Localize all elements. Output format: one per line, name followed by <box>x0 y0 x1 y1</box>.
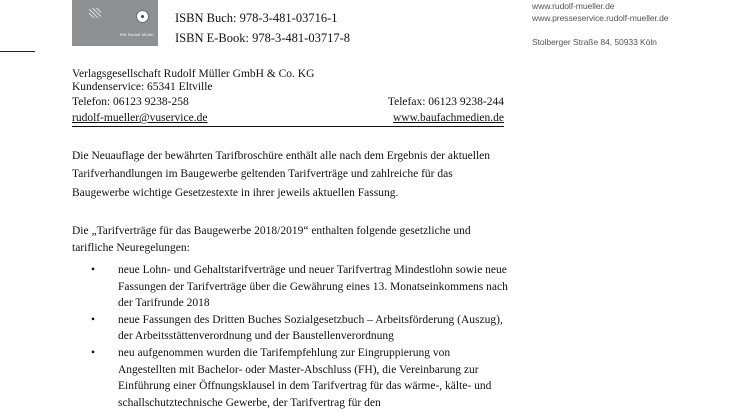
changes-list <box>89 262 509 411</box>
isbn-book: ISBN Buch: 978-3-481-03716-1 <box>175 11 338 25</box>
contact-email-link[interactable]: rudolf-mueller@vuservice.de <box>72 112 208 124</box>
intro-paragraph: Die Neuauflage der bewährten Tarifbroschüre enthält alle nach dem Ergebnis der aktuellen Tarifverhandlungen im Baugewerbe geltenden Tarifverträge und zahlreiche für das Baugewerbe wichtige Gesetzestexte in ihrer jeweils aktuellen Fassung. <box>72 150 491 199</box>
list-item: • neue Lohn- und Gehaltstarifverträge und neuer Tarifvertrag Mindestlohn sowie neue Fassungen der Tarifverträge über die Gewährung eines 13. Monatseinkommens nach der Tarifrunde 2018 <box>89 262 509 312</box>
book-cover-image <box>72 0 158 46</box>
list-item: • neu aufgenommen wurden die Tarifempfehlung zur Eingruppierung von Angestellten mit Bachelor- oder Master-Abschluss (FH), die Vereinbarung zur Einführung einer Öffnungsklausel in dem Tarifvertrag für das wärme-, kälte- und schallschutztechnische Gewerbe, der Tarifvertrag für den <box>89 345 509 411</box>
publisher-url: www.rudolf-mueller.de <box>532 1 615 11</box>
isbn-ebook: ISBN E-Book: 978-3-481-03717-8 <box>175 31 350 45</box>
cover-emblem-right <box>136 10 149 23</box>
contact-company: Verlagsgesellschaft Rudolf Müller GmbH & Co. KG <box>72 68 315 80</box>
margin-rule <box>0 51 35 52</box>
cover-emblem-left <box>89 8 101 18</box>
cover-publisher-mark: RM Rudolf Müller <box>119 32 154 37</box>
contact-phone: Telefon: 06123 9238-258 <box>72 96 189 108</box>
contact-service: Kundenservice: 65341 Eltville <box>72 81 213 93</box>
contact-website-link[interactable]: www.baufachmedien.de <box>392 112 504 124</box>
contact-divider <box>72 126 504 127</box>
contact-fax: Telefax: 06123 9238-244 <box>387 96 504 108</box>
publisher-address: Stolberger Straße 84, 50933 Köln <box>532 37 657 47</box>
presseservice-url: www.presseservice.rudolf-mueller.de <box>532 13 669 23</box>
lead-paragraph: Die „Tarifverträge für das Baugewerbe 2018/2019“ enthalten folgende gesetzliche und tarifliche Neuregelungen: <box>72 225 471 254</box>
list-item: • neue Fassungen des Dritten Buches Sozialgesetzbuch – Arbeitsförderung (Auszug), der Arbeitsstättenverordnung und der Baustellenverordnung <box>89 312 509 345</box>
